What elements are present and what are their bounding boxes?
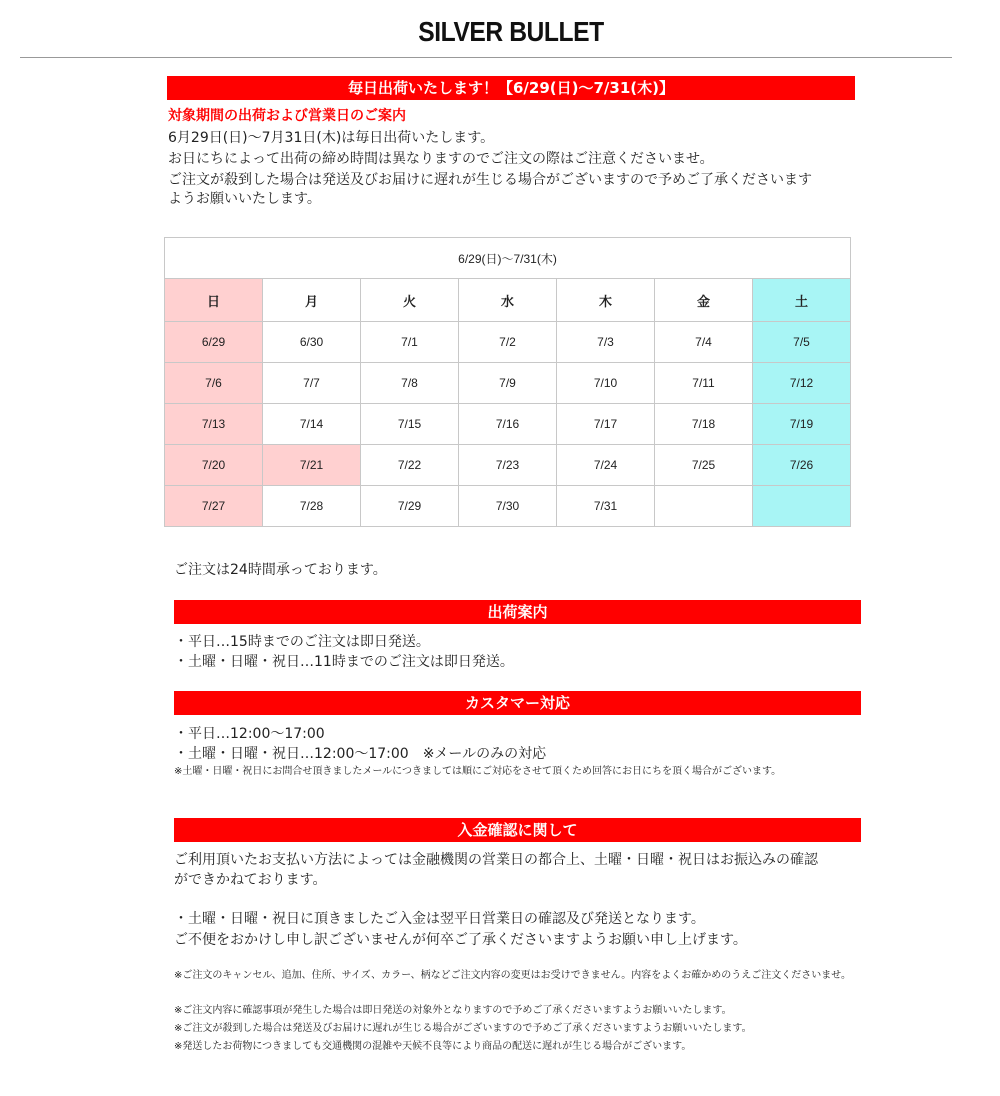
order-note: ご注文は24時間承っております。	[174, 562, 387, 578]
calendar-day: 7/19	[753, 404, 851, 445]
weekday-header: 水	[459, 279, 557, 322]
calendar-day: 7/22	[361, 445, 459, 486]
calendar-day: 7/30	[459, 486, 557, 527]
calendar-day-empty	[655, 486, 753, 527]
brand-logo[interactable]: SILVER BULLET	[418, 16, 604, 47]
weekday-header: 金	[655, 279, 753, 322]
calendar-day: 7/3	[557, 322, 655, 363]
calendar-day: 7/16	[459, 404, 557, 445]
calendar-day: 7/5	[753, 322, 851, 363]
calendar-day: 7/12	[753, 363, 851, 404]
calendar-day: 7/23	[459, 445, 557, 486]
customer-title: カスタマー対応	[174, 691, 861, 715]
calendar-day: 7/28	[263, 486, 361, 527]
shipping-calendar	[164, 237, 851, 527]
intro-line: ようお願いいたします。	[168, 191, 321, 207]
calendar-day: 6/30	[263, 322, 361, 363]
footnote: ※ご注文のキャンセル、追加、住所、サイズ、カラー、柄などご注文内容の変更はお受けできません。内容をよくお確かめのうえご注文くださいませ。	[174, 970, 851, 981]
footnote: ※ご注文が殺到した場合は発送及びお届けに遅れが生じる場合がございますので予めご了承くださいますようお願いいたします。	[174, 1023, 752, 1034]
payment-title: 入金確認に関して	[174, 818, 861, 842]
calendar-day: 7/24	[557, 445, 655, 486]
header-divider	[20, 57, 952, 58]
payment-line: ができかねております。	[174, 872, 327, 888]
calendar-day: 7/2	[459, 322, 557, 363]
calendar-day: 7/17	[557, 404, 655, 445]
customer-item: ・土曜・日曜・祝日…12:00〜17:00 ※メールのみの対応	[174, 746, 547, 762]
calendar-day: 7/18	[655, 404, 753, 445]
calendar-day: 7/8	[361, 363, 459, 404]
shipping-item: ・平日…15時までのご注文は即日発送。	[174, 634, 430, 650]
calendar-day: 7/20	[165, 445, 263, 486]
calendar-day: 7/11	[655, 363, 753, 404]
calendar-caption: 6/29(日)〜7/31(木)	[165, 238, 851, 279]
calendar-day: 7/14	[263, 404, 361, 445]
calendar-day: 7/26	[753, 445, 851, 486]
calendar-day: 7/31	[557, 486, 655, 527]
weekday-header: 月	[263, 279, 361, 322]
calendar-day: 7/6	[165, 363, 263, 404]
calendar-day: 7/29	[361, 486, 459, 527]
payment-line: ご利用頂いたお支払い方法によっては金融機関の営業日の都合上、土曜・日曜・祝日はお振込みの確認	[174, 852, 818, 868]
calendar-day: 7/9	[459, 363, 557, 404]
calendar-day: 7/15	[361, 404, 459, 445]
shipping-item: ・土曜・日曜・祝日…11時までのご注文は即日発送。	[174, 654, 514, 670]
calendar-day: 7/27	[165, 486, 263, 527]
calendar-day-empty	[753, 486, 851, 527]
weekday-header: 木	[557, 279, 655, 322]
footnote: ※ご注文内容に確認事項が発生した場合は即日発送の対象外となりますので予めご了承くださいますようお願いいたします。	[174, 1005, 732, 1016]
intro-line: お日にちによって出荷の締め時間は異なりますのでご注文の際はご注意くださいませ。	[168, 151, 714, 167]
calendar-day: 7/4	[655, 322, 753, 363]
calendar-day-holiday: 7/21	[263, 445, 361, 486]
payment-line: ご不便をおかけし申し訳ございませんが何卒ご了承くださいますようお願い申し上げます。	[174, 932, 747, 948]
intro-line: ご注文が殺到した場合は発送及びお届けに遅れが生じる場合がございますので予めご了承くださいます	[168, 172, 812, 188]
weekday-header: 土	[753, 279, 851, 322]
weekday-header: 火	[361, 279, 459, 322]
calendar-day: 7/10	[557, 363, 655, 404]
calendar-day: 7/13	[165, 404, 263, 445]
footnote: ※発送したお荷物につきましても交通機関の混雑や天候不良等により商品の配送に遅れが生じる場合がございます。	[174, 1041, 692, 1052]
shipping-title: 出荷案内	[174, 600, 861, 624]
intro-line: 6月29日(日)〜7月31日(木)は毎日出荷いたします。	[168, 130, 495, 146]
weekday-header: 日	[165, 279, 263, 322]
calendar-day: 6/29	[165, 322, 263, 363]
customer-note: ※土曜・日曜・祝日にお問合せ頂きましたメールにつきましては順にご対応をさせて頂くため回答にお日にちを頂く場合がございます。	[174, 766, 782, 777]
calendar-day: 7/7	[263, 363, 361, 404]
calendar-day: 7/25	[655, 445, 753, 486]
customer-item: ・平日…12:00〜17:00	[174, 726, 325, 742]
intro-heading: 対象期間の出荷および営業日のご案内	[168, 108, 406, 124]
period-banner: 毎日出荷いたします！【6/29(日)〜7/31(木)】	[167, 76, 855, 100]
payment-line: ・土曜・日曜・祝日に頂きましたご入金は翌平日営業日の確認及び発送となります。	[174, 911, 705, 927]
calendar-day: 7/1	[361, 322, 459, 363]
